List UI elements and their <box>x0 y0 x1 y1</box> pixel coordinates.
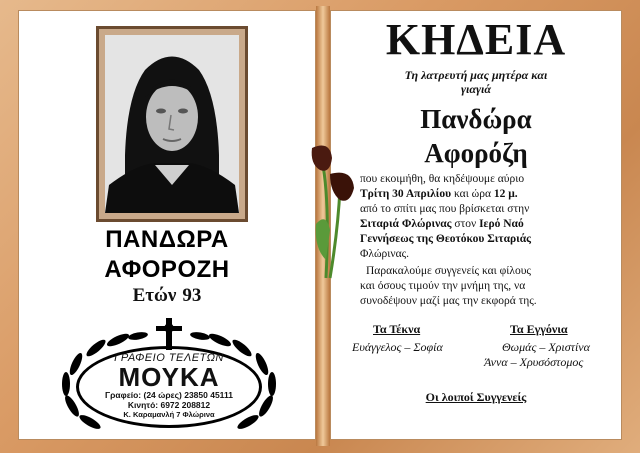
dedication-line1: Τη λατρευτή μας μητέρα και <box>404 68 548 82</box>
calla-lily-icon <box>300 140 362 280</box>
other-relatives: Οι λοιποί Συγγενείς <box>425 390 527 404</box>
deceased-name-line2: ΑΦΟΡΟΖΗ <box>104 256 230 283</box>
funeral-date: Τρίτη 30 Απριλίου <box>360 188 452 200</box>
children-heading: Τα Τέκνα <box>373 322 421 336</box>
portrait-image <box>105 35 239 213</box>
age-line <box>18 285 316 307</box>
deceased-name-line1: ΠΑΝΔΩΡΑ <box>105 226 229 253</box>
age-value: 93 <box>182 285 202 306</box>
funeral-home-brand: ΜΟΥΚΑ <box>118 362 220 392</box>
body-line4 <box>360 217 610 232</box>
funeral-home-title: ΓΡΑΦΕΙΟ ΤΕΛΕΤΩΝ <box>114 352 224 364</box>
body-line4-mid: στον <box>451 218 480 230</box>
grandchildren-names-line2: Άννα – Χρυσόστομος <box>484 355 584 369</box>
funeral-home-mobile-phone: Κινητό: 6972 208812 <box>127 400 211 410</box>
body-line7: Παρακαλούμε συγγενείς και φίλους <box>366 265 531 277</box>
dedication-line2: γιαγιά <box>461 82 491 96</box>
notice-name-line1: Πανδώρα <box>420 104 532 134</box>
funeral-village: Σιταριά Φλώρινας <box>360 218 452 230</box>
body-line5 <box>360 232 610 247</box>
funeral-church: Ιερό Ναό <box>479 218 524 230</box>
notice-title: ΚΗΔΕΙΑ <box>385 15 567 64</box>
body-line2-mid: και ώρα <box>451 188 494 200</box>
body-line1: που εκοιμήθη, θα κηδέψουμε αύριο <box>360 173 525 185</box>
body-line8: και όσους τιμούν την μνήμη της, να <box>360 280 526 292</box>
grandchildren-names-line1: Θωμάς – Χριστίνα <box>502 340 590 354</box>
portrait-photo <box>105 35 239 213</box>
body-line6: Φλώρινας. <box>360 248 410 260</box>
body-line2 <box>360 187 610 202</box>
notice-name-line2: Αφορόζη <box>424 138 528 168</box>
age-label: Ετών <box>132 285 177 306</box>
children-names: Ευάγγελος – Σοφία <box>352 340 443 354</box>
funeral-time: 12 μ. <box>493 188 518 200</box>
portrait-frame <box>96 26 248 222</box>
funeral-home-logo <box>58 318 280 434</box>
funeral-home-office-phone: Γραφείο: (24 ώρες) 23850 45111 <box>105 390 233 400</box>
church-name: Γεννήσεως της Θεοτόκου Σιταριάς <box>360 233 531 245</box>
body-line9: συνοδέψουν μαζί μας την εκφορά της. <box>360 295 537 307</box>
body-line3: από το σπίτι μας που βρίσκεται στην <box>360 203 530 215</box>
grandchildren-heading: Τα Εγγόνια <box>510 322 568 336</box>
funeral-home-address: Κ. Καραμανλή 7 Φλώρινα <box>123 410 215 419</box>
